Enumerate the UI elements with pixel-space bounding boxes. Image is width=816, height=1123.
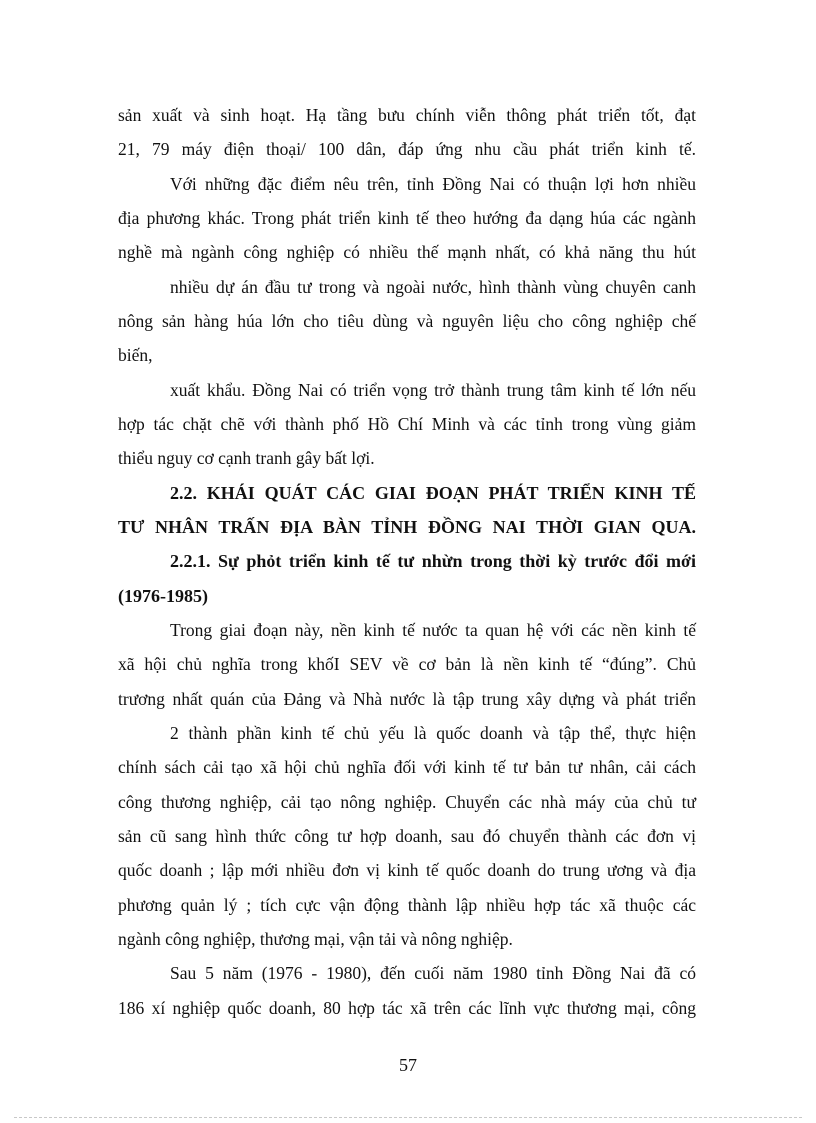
text-line: Trong giai đoạn này, nền kinh tế nước ta quan hệ với các nền kinh tế [170,620,696,640]
text-line: Với những đặc điểm nêu trên, tỉnh Đồng Nai có thuận lợi hơn nhiều [170,174,696,194]
text-line: Sau 5 năm (1976 - 1980), đến cuối năm 1980 tỉnh Đồng Nai đã có [170,963,696,983]
text-line: trương nhất quán của Đảng và Nhà nước là tập trung xây dựng và phát triển [118,689,696,709]
text-line: biến, [118,345,153,365]
subsection-heading: 2.2.1. Sự phỏt triển kinh tế tư nhừn trong thời kỳ trước đổi mới [170,551,696,571]
subsection-heading: (1976-1985) [118,586,208,606]
text-line: địa phương khác. Trong phát triển kinh tế theo hướng đa dạng húa các ngành [118,208,696,228]
text-line: xuất khẩu. Đồng Nai có triển vọng trở thành trung tâm kinh tế lớn nếu [170,380,696,400]
text-line: xã hội chủ nghĩa trong khốI SEV về cơ bản là nền kinh tế “đúng”. Chủ [118,654,696,674]
text-line: chính sách cải tạo xã hội chủ nghĩa đối với kinh tế tư bản tư nhân, cải cách [118,757,696,777]
text-line: nông sản hàng húa lớn cho tiêu dùng và nguyên liệu cho công nghiệp chế [118,311,696,331]
section-heading: 2.2. KHÁI QUÁT CÁC GIAI ĐOẠN PHÁT TRIỂN KINH TẾ [170,483,696,503]
text-line: phương quản lý ; tích cực vận động thành lập nhiều hợp tác xã thuộc các [118,895,696,915]
text-line: 2 thành phần kinh tế chủ yếu là quốc doanh và tập thể, thực hiện [170,723,696,743]
page-number: 57 [399,1055,417,1075]
text-line: sản xuất và sinh hoạt. Hạ tầng bưu chính viễn thông phát triển tốt, đạt [118,105,696,125]
text-line: công thương nghiệp, cải tạo nông nghiệp. Chuyển các nhà máy của chủ tư [118,792,696,812]
text-line: thiểu nguy cơ cạnh tranh gây bất lợi. [118,448,375,468]
text-line: ngành công nghiệp, thương mại, vận tải và nông nghiệp. [118,929,513,949]
text-line: quốc doanh ; lập mới nhiều đơn vị kinh tế quốc doanh do trung ương và địa [118,860,696,880]
text-line: hợp tác chặt chẽ với thành phố Hồ Chí Minh và các tỉnh trong vùng giảm [118,414,696,434]
text-line: nhiều dự án đầu tư trong và ngoài nước, hình thành vùng chuyên canh [170,277,696,297]
text-line: sản cũ sang hình thức công tư hợp doanh, sau đó chuyển thành các đơn vị [118,826,696,846]
footer-divider [14,1117,802,1118]
section-heading: TƯ NHÂN TRẤN ĐỊA BÀN TỈNH ĐỒNG NAI THỜI GIAN QUA. [118,517,696,537]
text-line: 186 xí nghiệp quốc doanh, 80 hợp tác xã trên các lĩnh vực thương mại, công [118,998,696,1018]
text-line: 21, 79 máy điện thoại/ 100 dân, đáp ứng nhu cầu phát triển kinh tế. [118,139,696,159]
text-line: nghề mà ngành công nghiệp có nhiều thế mạnh nhất, có khả năng thu hút [118,242,696,262]
